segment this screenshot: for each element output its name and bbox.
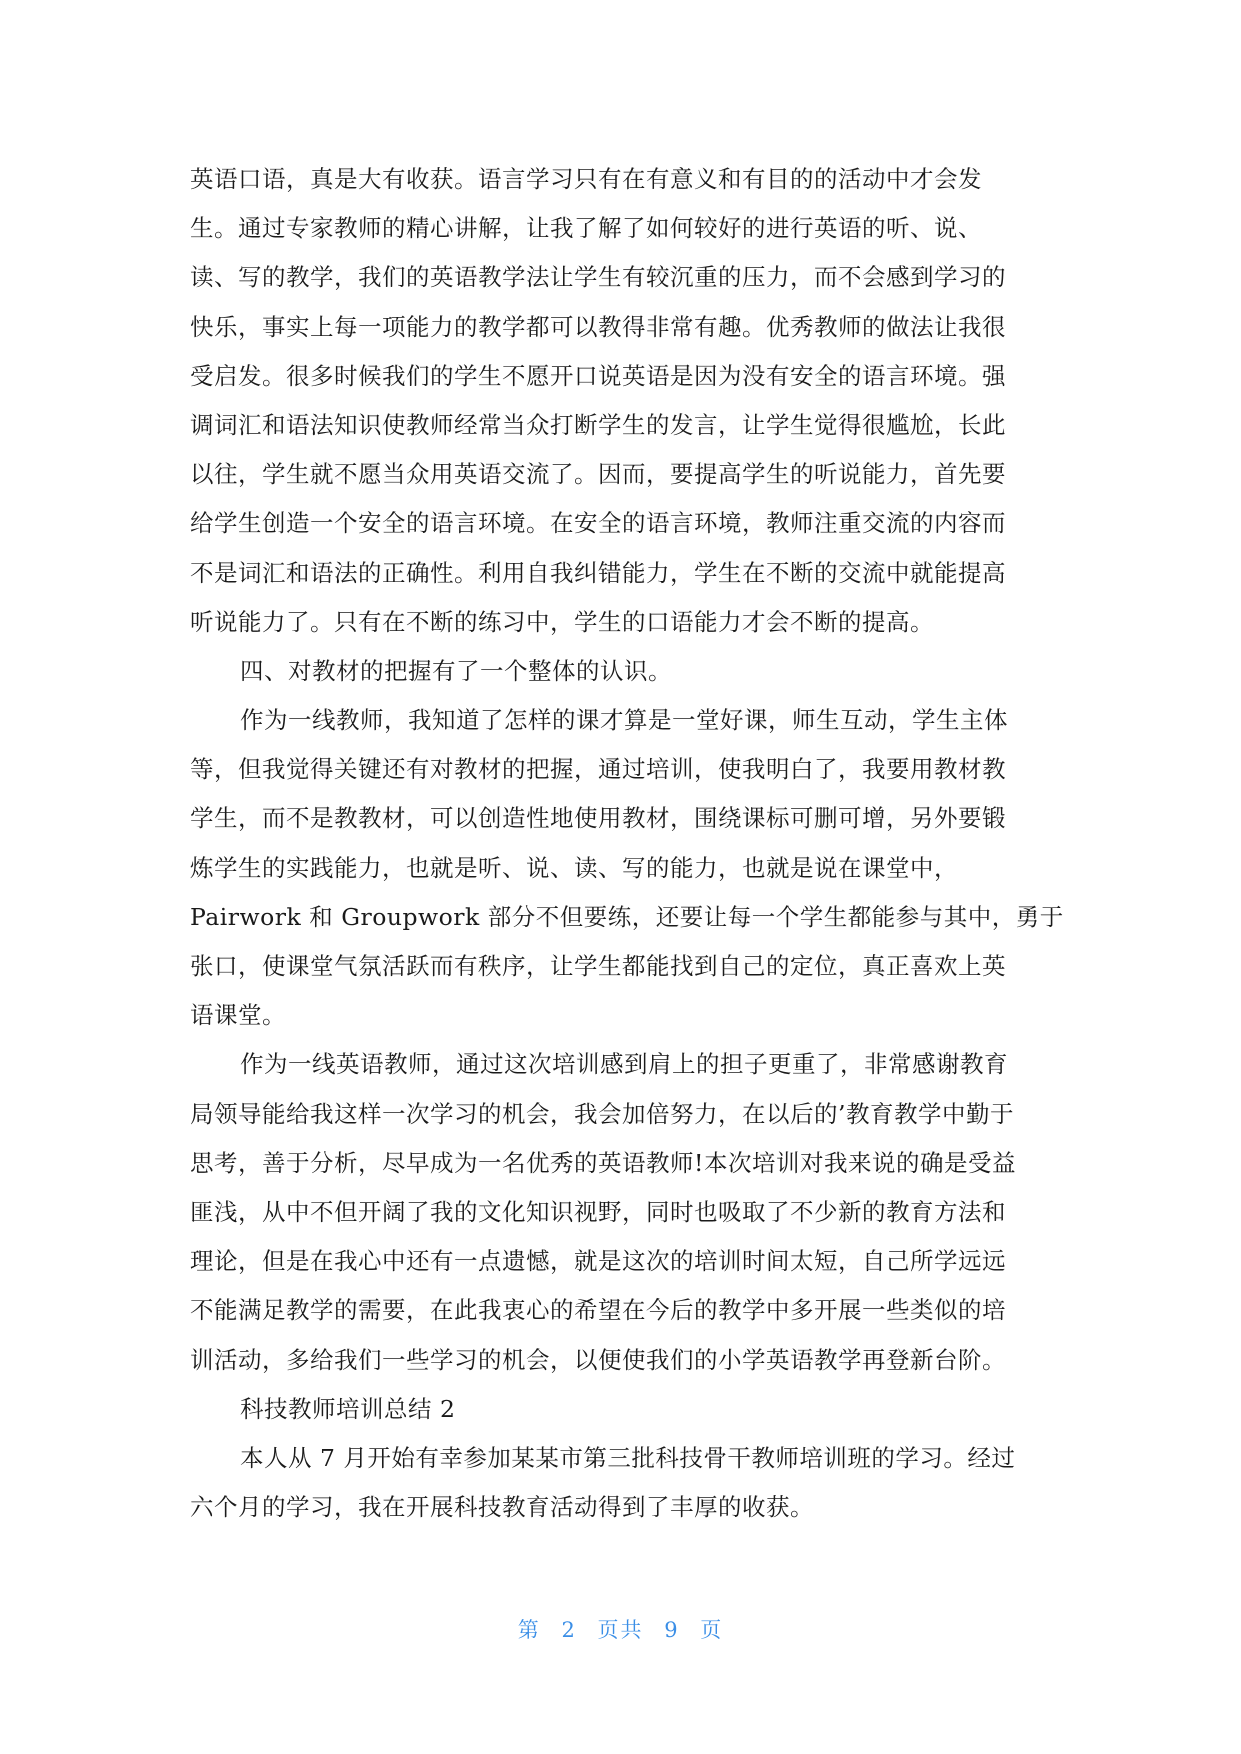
text-line: Pairwork 和 Groupwork 部分不但要练，还要让每一个学生都能参与其中，勇于 — [190, 902, 1064, 931]
footer-current-page: 2 — [561, 1618, 577, 1642]
text-line: 张口，使课堂气氛活跃而有秩序，让学生都能找到自己的定位，真正喜欢上英 — [190, 952, 1006, 980]
text-line: 读、写的教学，我们的英语教学法让学生有较沉重的压力，而不会感到学习的 — [190, 263, 1006, 292]
text-line: 学生，而不是教教材，可以创造性地使用教材，围绕课标可删可增，另外要锻 — [190, 804, 1006, 833]
text-line: 炼学生的实践能力，也就是听、说、读、写的能力，也就是说在课堂中， — [190, 853, 958, 882]
text-line: 受启发。很多时候我们的学生不愿开口说英语是因为没有安全的语言环境。强 — [190, 361, 1006, 390]
page-footer — [0, 1614, 1241, 1644]
text-line: 给学生创造一个安全的语言环境。在安全的语言环境，教师注重交流的内容而 — [190, 509, 1006, 538]
text-line: 思考，善于分析，尽早成为一名优秀的英语教师!本次培训对我来说的确是受益 — [190, 1148, 1016, 1177]
text-line: 作为一线英语教师，通过这次培训感到肩上的担子更重了，非常感谢教育 — [240, 1050, 1008, 1079]
text-line: 以往，学生就不愿当众用英语交流了。因而，要提高学生的听说能力，首先要 — [190, 460, 1006, 489]
footer-total-pages: 9 — [664, 1618, 680, 1642]
text-line: 听说能力了。只有在不断的练习中，学生的口语能力才会不断的提高。 — [190, 607, 934, 636]
text-line: 四、对教材的把握有了一个整体的认识。 — [240, 656, 672, 685]
text-line: 局领导能给我这样一次学习的机会，我会加倍努力，在以后的’教育教学中勤于 — [190, 1099, 1014, 1128]
text-line: 本人从 7 月开始有幸参加某某市第三批科技骨干教师培训班的学习。经过 — [240, 1443, 1016, 1472]
text-line: 匪浅，从中不但开阔了我的文化知识视野，同时也吸取了不少新的教育方法和 — [190, 1197, 1006, 1226]
footer-middle: 页共 — [597, 1618, 644, 1642]
text-line: 训活动，多给我们一些学习的机会，以便使我们的小学英语教学再登新台阶。 — [190, 1345, 1006, 1374]
text-line: 六个月的学习，我在开展科技教育活动得到了丰厚的收获。 — [190, 1493, 814, 1522]
text-line: 科技教师培训总结 2 — [240, 1394, 456, 1423]
text-line: 语课堂。 — [190, 1001, 286, 1030]
text-line: 理论，但是在我心中还有一点遗憾，就是这次的培训时间太短，自己所学远远 — [190, 1247, 1006, 1276]
text-line: 生。通过专家教师的精心讲解，让我了解了如何较好的进行英语的听、说、 — [190, 214, 982, 243]
text-line: 不能满足教学的需要，在此我衷心的希望在今后的教学中多开展一些类似的培 — [190, 1296, 1006, 1325]
footer-prefix: 第 — [517, 1618, 541, 1642]
text-line: 不是词汇和语法的正确性。利用自我纠错能力，学生在不断的交流中就能提高 — [190, 558, 1006, 587]
footer-suffix: 页 — [700, 1618, 724, 1642]
text-line: 调词汇和语法知识使教师经常当众打断学生的发言，让学生觉得很尴尬，长此 — [190, 410, 1006, 439]
text-line: 等，但我觉得关键还有对教材的把握，通过培训，使我明白了，我要用教材教 — [190, 755, 1006, 784]
document-body — [190, 155, 1064, 1532]
text-line: 英语口语，真是大有收获。语言学习只有在有意义和有目的的活动中才会发 — [190, 165, 982, 193]
text-line: 快乐，事实上每一项能力的教学都可以教得非常有趣。优秀教师的做法让我很 — [190, 312, 1006, 341]
text-line: 作为一线教师，我知道了怎样的课才算是一堂好课，师生互动，学生主体 — [240, 706, 1008, 735]
